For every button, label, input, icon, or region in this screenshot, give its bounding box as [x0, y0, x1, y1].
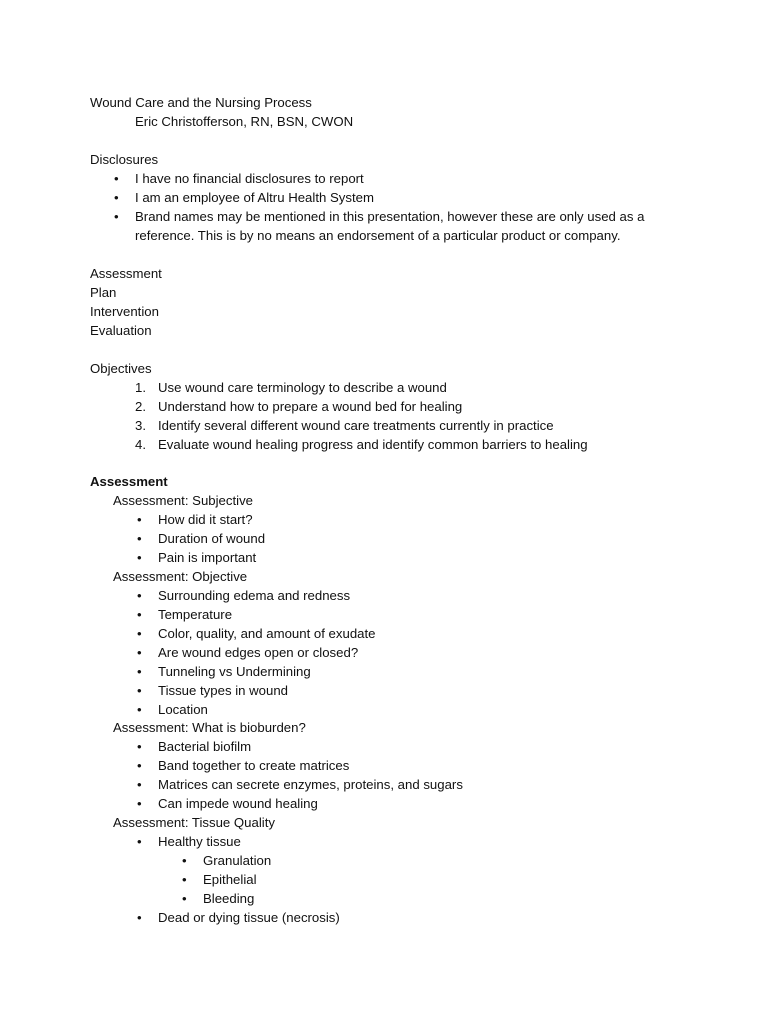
objectives-heading: Objectives [90, 361, 152, 376]
disclosure-item: I have no financial disclosures to report [135, 171, 364, 186]
bullet-glyph: • [114, 171, 119, 186]
bullet-glyph: • [137, 910, 142, 925]
list-number: 4. [135, 437, 146, 452]
objective-finding: Color, quality, and amount of exudate [158, 626, 376, 641]
bullet-glyph: • [137, 512, 142, 527]
assessment-heading: Assessment [90, 474, 168, 489]
bullet-glyph: • [182, 872, 187, 887]
healthy-tissue-subitem: Bleeding [203, 891, 255, 906]
objective-finding: Location [158, 702, 208, 717]
subjective-heading: Assessment: Subjective [113, 493, 253, 508]
bullet-glyph: • [182, 853, 187, 868]
bullet-glyph: • [182, 891, 187, 906]
objective-item: Understand how to prepare a wound bed for healing [158, 399, 463, 414]
bioburden-item: Bacterial biofilm [158, 739, 252, 754]
bullet-glyph: • [137, 739, 142, 754]
bullet-glyph: • [137, 588, 142, 603]
process-step: Evaluation [90, 323, 152, 338]
objective-item: Use wound care terminology to describe a wound [158, 380, 447, 395]
list-number: 2. [135, 399, 146, 414]
objective-finding: Tissue types in wound [158, 683, 288, 698]
bullet-glyph: • [114, 209, 119, 224]
objective-finding: Tunneling vs Undermining [158, 664, 311, 679]
bullet-glyph: • [137, 796, 142, 811]
objective-heading: Assessment: Objective [113, 569, 248, 584]
list-number: 1. [135, 380, 146, 395]
bullet-glyph: • [137, 702, 142, 717]
bullet-glyph: • [137, 683, 142, 698]
bullet-glyph: • [137, 758, 142, 773]
list-number: 3. [135, 418, 146, 433]
subjective-item: Pain is important [158, 550, 257, 565]
bullet-glyph: • [137, 531, 142, 546]
bioburden-item: Can impede wound healing [158, 796, 318, 811]
disclosures-heading: Disclosures [90, 152, 159, 167]
healthy-tissue-subitem: Granulation [203, 853, 272, 868]
bullet-glyph: • [137, 645, 142, 660]
objective-finding: Are wound edges open or closed? [158, 645, 359, 660]
bioburden-item: Matrices can secrete enzymes, proteins, and sugars [158, 777, 463, 792]
bullet-glyph: • [137, 626, 142, 641]
tissue-quality-heading: Assessment: Tissue Quality [113, 815, 275, 830]
bullet-glyph: • [137, 664, 142, 679]
bioburden-item: Band together to create matrices [158, 758, 350, 773]
subjective-item: Duration of wound [158, 531, 266, 546]
healthy-tissue-item: Healthy tissue [158, 834, 241, 849]
author-line: Eric Christofferson, RN, BSN, CWON [135, 114, 354, 129]
disclosure-item: I am an employee of Altru Health System [135, 190, 374, 205]
bullet-glyph: • [137, 834, 142, 849]
dead-tissue-item: Dead or dying tissue (necrosis) [158, 910, 340, 925]
bullet-glyph: • [137, 777, 142, 792]
document-title: Wound Care and the Nursing Process [90, 95, 312, 110]
disclosure-item-continued: reference. This is by no means an endorsement of a particular product or company. [135, 228, 621, 243]
healthy-tissue-subitem: Epithelial [203, 872, 257, 887]
bullet-glyph: • [137, 550, 142, 565]
objective-item: Evaluate wound healing progress and identify common barriers to healing [158, 437, 588, 452]
bioburden-heading: Assessment: What is bioburden? [113, 720, 306, 735]
bullet-glyph: • [137, 607, 142, 622]
objective-finding: Temperature [158, 607, 233, 622]
bullet-glyph: • [114, 190, 119, 205]
disclosure-item: Brand names may be mentioned in this presentation, however these are only used as a [135, 209, 645, 224]
process-step: Assessment [90, 266, 162, 281]
subjective-item: How did it start? [158, 512, 253, 527]
process-step: Plan [90, 285, 117, 300]
objective-item: Identify several different wound care treatments currently in practice [158, 418, 554, 433]
process-step: Intervention [90, 304, 159, 319]
objective-finding: Surrounding edema and redness [158, 588, 351, 603]
